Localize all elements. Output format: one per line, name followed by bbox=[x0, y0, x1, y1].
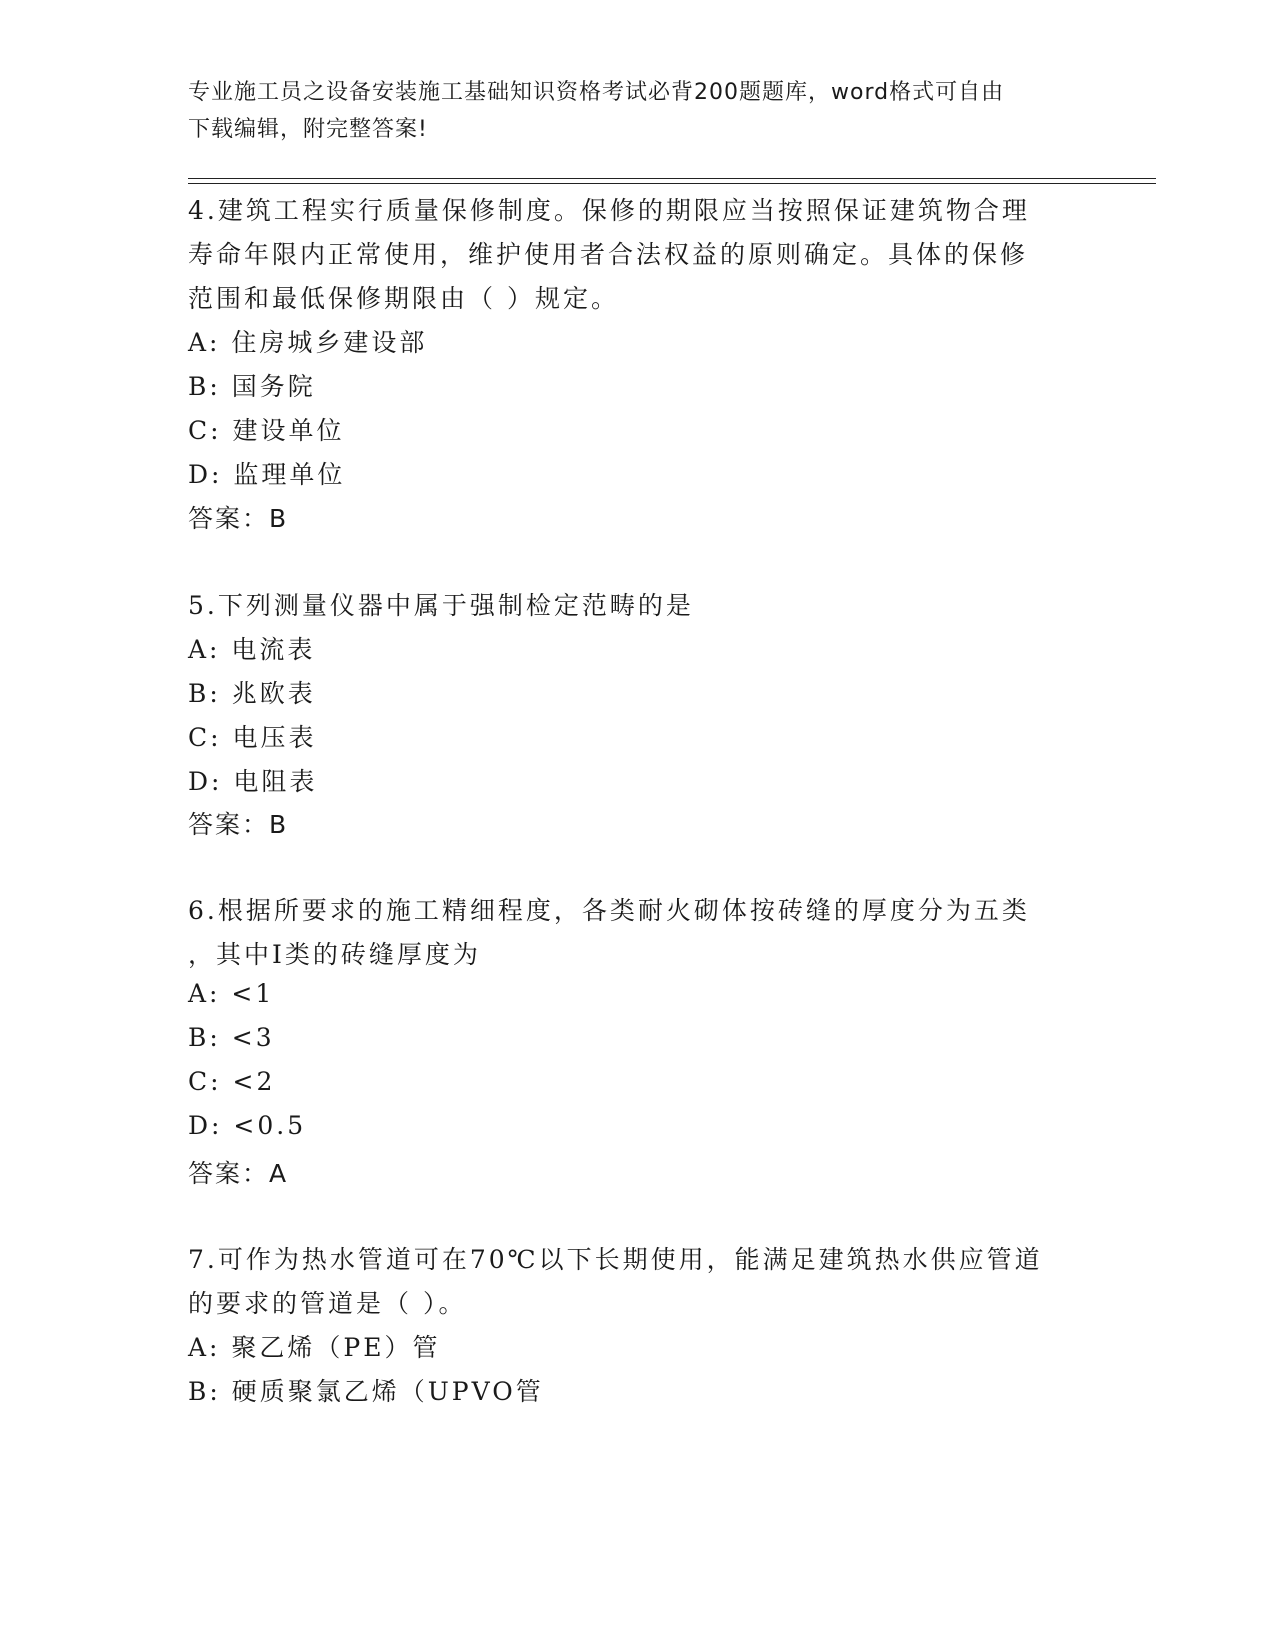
question-4-option-b: B: 国务院 bbox=[188, 372, 316, 401]
question-6-option-b: B: <3 bbox=[188, 1023, 275, 1052]
page-header bbox=[188, 74, 1088, 148]
header-title-line-1: 专业施工员之设备安装施工基础知识资格考试必背200题题库，word格式可自由 bbox=[188, 80, 1005, 105]
question-7-option-a: A: 聚乙烯（PE）管 bbox=[188, 1333, 441, 1362]
header-divider-bottom bbox=[188, 183, 1156, 184]
question-4-text: 范围和最低保修期限由（ ）规定。 bbox=[188, 284, 619, 313]
question-5-option-d: D: 电阻表 bbox=[188, 767, 318, 796]
question-5-option-b: B: 兆欧表 bbox=[188, 679, 316, 708]
question-6-option-d: D: <0.5 bbox=[188, 1111, 307, 1140]
question-5-text: 5.下列测量仪器中属于强制检定范畴的是 bbox=[188, 591, 694, 620]
question-7-option-b: B: 硬质聚氯乙烯（UPVO管 bbox=[188, 1377, 544, 1406]
question-7-text: 7.可作为热水管道可在70℃以下长期使用，能满足建筑热水供应管道 bbox=[188, 1245, 1043, 1274]
question-5-option-c: C: 电压表 bbox=[188, 723, 317, 752]
question-4-answer: 答案：B bbox=[188, 504, 289, 533]
question-6-text: 6.根据所要求的施工精细程度，各类耐火砌体按砖缝的厚度分为五类 bbox=[188, 896, 1030, 925]
question-6-option-a: A: <1 bbox=[188, 979, 275, 1008]
question-6-option-c: C: <2 bbox=[188, 1067, 276, 1096]
question-6-text: ，其中Ⅰ类的砖缝厚度为 bbox=[188, 940, 481, 969]
question-4-text: 寿命年限内正常使用，维护使用者合法权益的原则确定。具体的保修 bbox=[188, 240, 1029, 269]
question-5-answer: 答案：B bbox=[188, 810, 289, 839]
question-4-text: 4.建筑工程实行质量保修制度。保修的期限应当按照保证建筑物合理 bbox=[188, 196, 1030, 225]
question-7-text: 的要求的管道是（ ）。 bbox=[188, 1289, 467, 1318]
header-divider-top bbox=[188, 178, 1156, 179]
question-4-option-a: A: 住房城乡建设部 bbox=[188, 328, 428, 357]
question-5-option-a: A: 电流表 bbox=[188, 635, 316, 664]
header-title-line-2: 下载编辑，附完整答案! bbox=[188, 117, 428, 142]
question-4-option-d: D: 监理单位 bbox=[188, 460, 346, 489]
question-4-option-c: C: 建设单位 bbox=[188, 416, 345, 445]
question-6-answer: 答案：A bbox=[188, 1159, 289, 1188]
